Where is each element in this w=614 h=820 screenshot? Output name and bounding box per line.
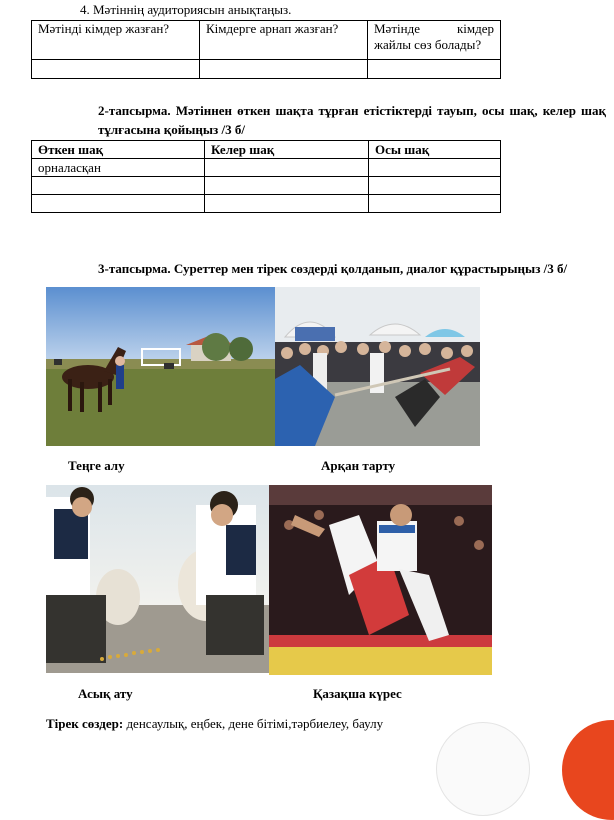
caption-wrestling: Қазақша күрес bbox=[313, 686, 402, 701]
support-words-label: Тірек сөздер: bbox=[46, 716, 124, 731]
wrestling-photo bbox=[269, 485, 492, 675]
task4-title: 4. Мәтіннің аудиториясын анықтаңыз. bbox=[80, 2, 292, 17]
table2-cell[interactable] bbox=[205, 195, 369, 213]
task2-title: 2-тапсырма. Мәтіннен өткен шақта тұрған етістіктерді тауып, осы шақ, келер шақ тұлғасына қойыңыз /3 б/ bbox=[98, 103, 606, 137]
table2-header-1: Өткен шақ bbox=[32, 141, 205, 159]
table1-cell[interactable] bbox=[200, 60, 368, 79]
table2-cell[interactable] bbox=[369, 159, 501, 177]
audience-table bbox=[31, 20, 501, 79]
caption-knucklebones: Асық ату bbox=[78, 686, 133, 701]
knucklebones-photo bbox=[46, 485, 269, 673]
caption-horse-riding: Теңге алу bbox=[68, 458, 125, 473]
table2-header-3: Осы шақ bbox=[369, 141, 501, 159]
horse-riding-photo bbox=[46, 287, 275, 446]
table2-cell[interactable] bbox=[32, 177, 205, 195]
table2-cell[interactable] bbox=[369, 177, 501, 195]
tug-of-war-photo bbox=[275, 287, 480, 446]
table2-cell[interactable] bbox=[369, 195, 501, 213]
table1-header-3: Мәтінде кімдер жайлы сөз болады? bbox=[368, 21, 501, 60]
support-words bbox=[46, 716, 383, 732]
table2-cell[interactable] bbox=[205, 159, 369, 177]
support-words-text: денсаулық, еңбек, дене бітімі,тәрбиелеу, баулу bbox=[123, 716, 384, 731]
task3-title: 3-тапсырма. Суреттер мен тірек сөздерді қолданып, диалог құрастырыңыз /3 б/ bbox=[98, 261, 568, 276]
tense-table bbox=[31, 140, 501, 213]
table2-cell[interactable]: орналасқан bbox=[32, 159, 205, 177]
decorative-circle bbox=[436, 722, 530, 816]
decorative-orange-circle bbox=[562, 720, 614, 820]
table2-cell[interactable] bbox=[32, 195, 205, 213]
table1-cell[interactable] bbox=[32, 60, 200, 79]
caption-tug-of-war: Арқан тарту bbox=[321, 458, 396, 473]
table1-cell[interactable] bbox=[368, 60, 501, 79]
table1-header-2: Кімдерге арнап жазған? bbox=[200, 21, 368, 60]
table2-header-2: Келер шақ bbox=[205, 141, 369, 159]
table1-header-1: Мәтінді кімдер жазған? bbox=[32, 21, 200, 60]
table2-cell[interactable] bbox=[205, 177, 369, 195]
